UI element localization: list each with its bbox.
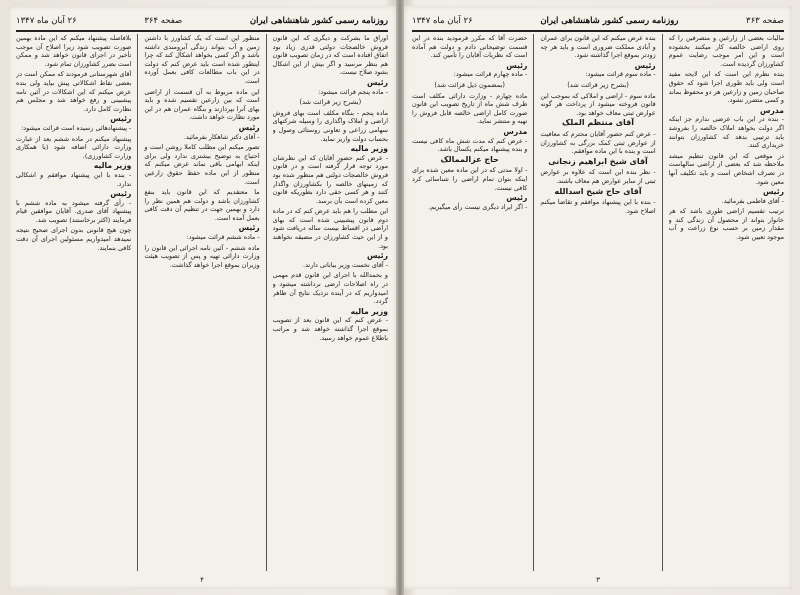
- paragraph: - عرض کنم حضور آقایان محترم که معافیت از عوارض ثبتی کمک بزرگی به کشاورزان است و بنده با این ماده موافقم.: [540, 129, 656, 156]
- paragraph: ماده سوم - اراضی و املاکی که بموجب این قانون فروخته میشود از پرداخت هر گونه عوارض ثبتی معاف خواهد بود.: [540, 91, 656, 117]
- paragraph: چون هیچ قانونی بدون اجرای صحیح نتیجه نمیدهد امیدواریم مسئولین اجرای آن دقت کافی بنمایند.: [16, 226, 132, 252]
- paragraph: - نظر بنده این است که علاوه بر عوارض ثبتی از سایر عوارض هم معاف باشند.: [540, 168, 656, 185]
- paragraph: این ماده مربوط به آن قسمت از اراضی است که بین زارعین تقسیم شده و باید بهای آنرا بپردازند و بنگاه عمران هم در این مورد نظارت خواهد داشت.: [144, 87, 260, 122]
- paragraph: بلافاصله پیشنهاد میکنم که این ماده بهمین صورت تصویب شود زیرا اصلاح آن موجب تأخیر در اجرای قانون خواهد شد و ممکن است بضرر کشاورزان تمام شود.: [16, 34, 132, 68]
- paragraph: - ماده ششم قرائت میشود:: [186, 233, 260, 242]
- paragraph: ماده پنجم - بنگاه مکلف است بهای فروش اراضی و املاک واگذاری را وسیله شرکتهای سهامی زراعی و تعاونی روستائی وصول و بحساب دولت واریز نماید.: [272, 108, 388, 143]
- right-header-center: روزنامه رسمی کشور شاهنشاهی ایران: [540, 16, 679, 26]
- text-column: [273, 34, 388, 571]
- right-page-header: [412, 14, 784, 28]
- paragraph: - ماده پنجم قرائت میشود:: [318, 87, 388, 96]
- paragraph: حضرت آقا که مکرر فرمودید بنده در این قسمت توضیحاتی دادم و دولت هم آماده است که نظریات آقایان را تأمین کند.: [412, 34, 528, 60]
- paragraph: و بحمدالله با اجرای این قانون قدم مهمی در راه اصلاحات ارضی برداشته میشود و امیدواریم که در آینده نزدیک نتایج آن ظاهر گردد.: [272, 271, 388, 306]
- left-page-number: ۴: [200, 576, 204, 584]
- paragraph: ما معتقدیم که این قانون باید بنفع کشاورزان باشد و دولت هم همین نظر را دارد و بهمین جهت در تنظیم آن دقت کافی بعمل آمده است.: [144, 188, 260, 222]
- right-page: [404, 6, 792, 589]
- paragraph: بنده عرض میکنم که این قانون برای عمران و آبادی مملکت ضروری است و باید هر چه زودتر بموقع اجرا گذاشته شود.: [540, 34, 656, 60]
- speaker-heading: آقای منتظم الملک: [562, 118, 635, 128]
- left-header-rule: [16, 30, 388, 32]
- column-rule: [533, 34, 534, 571]
- left-header-center: صفحه ۳۶۴: [144, 16, 183, 26]
- right-header-right: صفحه ۳۶۳: [746, 16, 784, 26]
- speaker-name: رئیس: [506, 193, 528, 203]
- speaker-heading: آقای حاج شیخ اسدالله: [554, 186, 642, 196]
- text-column: [144, 34, 259, 571]
- paragraph: ترتیب تقسیم اراضی طوری باشد که هر خانوار بتواند از محصول آن زندگی کند و مقدار زمین بر حسب نوع زراعت و آب موجود تعیین شود.: [668, 207, 784, 242]
- paragraph: - آقای فاطمی بفرمائید.: [721, 196, 784, 205]
- speaker-name: وزیر مالیه: [350, 306, 388, 316]
- paragraph: مالیات بعضی از زارعین و متصرفین را که روی اراضی خالصه کار میکنند بخشوده است و این امر موجب رضایت عموم کشاورزان گردیده است.: [668, 34, 784, 68]
- text-column: [412, 34, 527, 571]
- speaker-name: مدرس: [760, 105, 784, 115]
- paragraph: اوراق ما بشرکت و دیگری که این قانون فروش خالصجات دولتی قدری زیاد بود اتفاق افتاده است که در زمان تصویب قانون هم بنظر مرسید و اگر بیش از این اشکال بشود صلاح نیست.: [272, 34, 388, 77]
- paragraph: این مطلب را هم باید عرض کنم که در ماده دوم قانون پیشبینی شده است که بهای اراضی در اقساط بیست ساله دریافت شود و از این حیث کشاورزان در مضیقه نخواهند بود.: [272, 207, 388, 250]
- speaker-name: رئیس: [238, 122, 260, 132]
- paragraph: بنده نظرم این است که این لایحه مفید است ولی باید طوری اجرا شود که حقوق صاحبان زمین و زارعین هر دو محفوظ بماند و کسی متضرر نشود.: [668, 70, 784, 105]
- left-columns: [16, 34, 388, 571]
- speaker-name: رئیس: [366, 251, 388, 261]
- left-page: [8, 6, 396, 589]
- paragraph: - اگر ایراد دیگری نیست رأی میگیریم.: [428, 202, 528, 211]
- paragraph: - بنده با این پیشنهاد موافقم و اشکالی ندارد.: [16, 170, 132, 188]
- speaker-name: رئیس: [506, 60, 528, 70]
- speaker-name: رئیس: [634, 60, 656, 70]
- speaker-name: رئیس: [110, 189, 132, 199]
- speaker-name: وزیر مالیه: [93, 161, 132, 171]
- speaker-name: رئیس: [238, 223, 260, 233]
- paragraph: - عرض کنم که مدت شش ماه کافی نیست و بنده پیشنهاد میکنم یکسال باشد.: [412, 136, 528, 154]
- paragraph: - ماده سوم قرائت میشود:: [585, 70, 656, 79]
- reading-note: (بمضمون ذیل قرائت شد): [434, 80, 505, 89]
- right-header-rule: [412, 30, 784, 32]
- paragraph: - آقای نخست وزیر بیاناتی دارند.: [303, 260, 388, 269]
- paragraph: در موقعی که این قانون تنظیم میشد ملاحظه شد که بعضی از اراضی سالهاست در تصرف اشخاص است و باید تکلیف آنها معین شود.: [668, 151, 784, 186]
- paragraph: ماده چهارم - وزارت دارائی مکلف است ظرف شش ماه از تاریخ تصویب این قانون صورت کامل اراضی خالصه قابل فروش را تهیه و منتشر نماید.: [412, 91, 528, 126]
- speaker-name: رئیس: [110, 114, 132, 124]
- paragraph: - عرض کنم که این قانون بعد از تصویب بموقع اجرا گذاشته خواهد شد و مراتب باطلاع عموم خواهد رسید.: [272, 316, 388, 342]
- text-column: [16, 34, 131, 571]
- paragraph: - عرض کنم حضور آقایان که این نظرشان مورد توجه قرار گرفته است و در قانون فروش خالصجات دولتی هم منظور شده بود که زمینهای خالصه را بکشاورزان واگذار کنند و هر کسی حقی دارد بطوریکه قانون معین کرده است بآن برسد.: [272, 153, 388, 205]
- paragraph: ماده ششم - آئین نامه اجرائی این قانون را وزارت دارائی تهیه و پس از تصویب هیئت وزیران بموقع اجرا خواهد گذاشت.: [144, 243, 260, 269]
- left-page-header: [16, 14, 388, 28]
- speaker-name: رئیس: [366, 77, 388, 87]
- speaker-name: مدرس: [503, 126, 528, 136]
- column-rule: [266, 34, 267, 571]
- speaker-heading: حاج عزالممالک: [440, 154, 499, 164]
- paragraph: منظور این است که یک کشاورز با داشتن زمین و آب بتواند زندگی آبرومندی داشته باشد و اگر کسی بخواهد اشکال کند که چرا اینطور شده است باید عرض کنم که دولت در این باب مطالعات کافی بعمل آورده است.: [144, 34, 260, 85]
- speaker-name: وزیر مالیه: [350, 144, 388, 154]
- paragraph: - بنده با این پیشنهاد موافقم و تقاضا میکنم اصلاح شود.: [540, 198, 656, 215]
- right-header-left: ۲۶ آبان ماه ۱۳۴۷: [412, 16, 473, 26]
- right-page-number: ۳: [596, 576, 600, 584]
- paragraph: آقای شهرستانی فرمودند که ممکن است در بعضی نقاط اشکالاتی پیش بیاید ولی بنده عرض میکنم که این اشکالات در آئین نامه پیشبینی و رفع خواهد شد و مجلس هم نظارت کامل دارد.: [16, 70, 132, 113]
- paragraph: - پیشنهادهائی رسیده است قرائت میشود:: [21, 123, 132, 132]
- column-rule: [662, 34, 663, 571]
- text-column: [669, 34, 784, 571]
- paragraph: - بنده در این باب عرضی ندارم جز اینکه اگر دولت بخواهد املاک خالصه را بفروشد باید ترتیبی بدهد که کشاورزان بتوانند خریداری کنند.: [668, 115, 784, 150]
- reading-note: (بشرح زیر قرائت شد): [299, 98, 362, 107]
- speaker-heading: آقای شیخ ابراهیم زنجانی: [548, 156, 648, 166]
- book-gutter: [396, 0, 404, 595]
- reading-note: (بشرح زیر قرائت شد): [567, 80, 629, 89]
- paragraph: پیشنهاد میکنم در ماده ششم بعد از عبارت وزارت دارائی اضافه شود (با همکاری وزارت کشاورزی).: [16, 134, 132, 160]
- column-rule: [137, 34, 138, 571]
- left-header-right: روزنامه رسمی کشور شاهنشاهی ایران: [249, 16, 388, 26]
- speaker-name: رئیس: [762, 187, 784, 197]
- text-column: [540, 34, 655, 571]
- paragraph: - اولا مدتی که در این ماده معین شده برای اینکه بتوان تمام اراضی را شناسائی کرد کافی نیست.: [412, 166, 528, 192]
- paragraph: - آقای دکتر شاهکار بفرمائید.: [183, 132, 260, 141]
- left-header-left: ۲۶ آبان ماه ۱۳۴۷: [16, 16, 77, 26]
- paragraph: - رأی گرفته میشود به ماده ششم با پیشنهاد آقای صدری. آقایان موافقین قیام فرمایند (اکثر برخاستند) تصویب شد.: [16, 198, 132, 224]
- paragraph: تصور میکنم این مطلب کاملا روشن است و احتیاج به توضیح بیشتری ندارد ولی برای اینکه ابهامی باقی نماند عرض میکنم که منظور از این ماده حفظ حقوق زارعین است.: [144, 143, 260, 186]
- paragraph: - ماده چهارم قرائت میشود:: [453, 70, 528, 79]
- right-columns: [412, 34, 784, 571]
